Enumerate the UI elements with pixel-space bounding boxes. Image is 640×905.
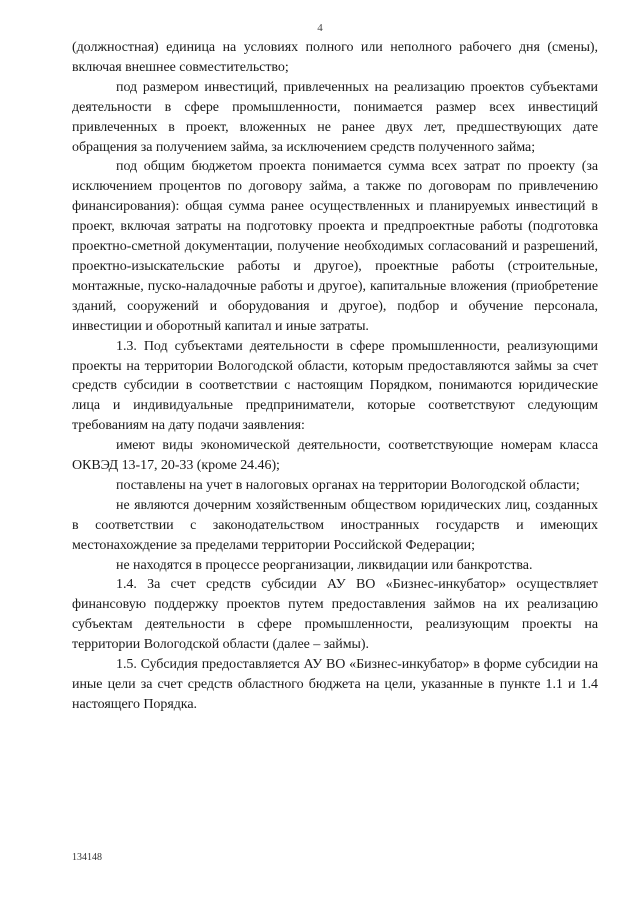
paragraph-requirement-not-subsidiary: не являются дочерним хозяйственным обществом юридических лиц, созданных в соответствии с законодательством иностранных государств и имеющих местонахождение за пределами территории Российской Федерации; [72, 497, 598, 553]
paragraph-requirement-tax-registration: поставлены на учет в налоговых органах на территории Вологодской области; [116, 477, 580, 493]
paragraph-investment-definition: под размером инвестиций, привлеченных на реализацию проектов субъектами деятельности в сфере промышленности, понимается размер всех инвестиций привлеченных в проект, вложенных не ранее двух лет, предшествующих дате обращения за получением займа, за исключением средств полученного займа; [72, 79, 598, 155]
paragraph-section-1-5: 1.5. Субсидия предоставляется АУ ВО «Бизнес-инкубатор» в форме субсидии на иные цели за счет средств областного бюджета на цели, указанные в пункте 1.1 и 1.4 настоящего Порядка. [72, 657, 598, 712]
page-number: 4 [317, 22, 323, 34]
document-body [72, 38, 598, 715]
document-code: 134148 [72, 852, 102, 863]
paragraph-continuation: (должностная) единица на условиях полного или неполного рабочего дня (смены), включая внешнее совместительство; [72, 40, 598, 75]
paragraph-project-budget-definition: под общим бюджетом проекта понимается сумма всех затрат по проекту (за исключением процентов по договору займа, а также по договорам по привлечению финансирования): общая сумма ранее осуществленных и планируемых инвестиций в проект, включая затраты на подготовку проекта и предпроектные работы (подготовка проектно-сметной документации, получение необходимых согласований и разрешений, проектно-изыскательские работы и другое), проектные работы (строительные, монтажные, пуско-наладочные работы и другое), капитальные вложения (приобретение зданий, сооружений и оборудования и другое), подбор и обучение персонала, инвестиции и оборотный капитал и иные затраты. [72, 159, 598, 334]
paragraph-section-1-4: 1.4. За счет средств субсидии АУ ВО «Бизнес-инкубатор» осуществляет финансовую поддержку проектов путем предоставления займов на их реализацию субъектам деятельности в сфере промышленности, реализующим проекты на территории Вологодской области (далее – займы). [72, 577, 598, 653]
paragraph-section-1-3: 1.3. Под субъектами деятельности в сфере промышленности, реализующими проекты на территории Вологодской области, которым предоставляются займы за счет средств субсидии в соответствии с настоящим Порядком, понимаются юридические лица и индивидуальные предприниматели, которые соответствуют следующим требованиям на дату подачи заявления: [72, 338, 598, 434]
paragraph-requirement-okved: имеют виды экономической деятельности, соответствующие номерам класса ОКВЭД 13-17, 20-33 (кроме 24.46); [72, 438, 598, 474]
paragraph-requirement-not-reorganizing: не находятся в процессе реорганизации, ликвидации или банкротства. [116, 557, 533, 573]
